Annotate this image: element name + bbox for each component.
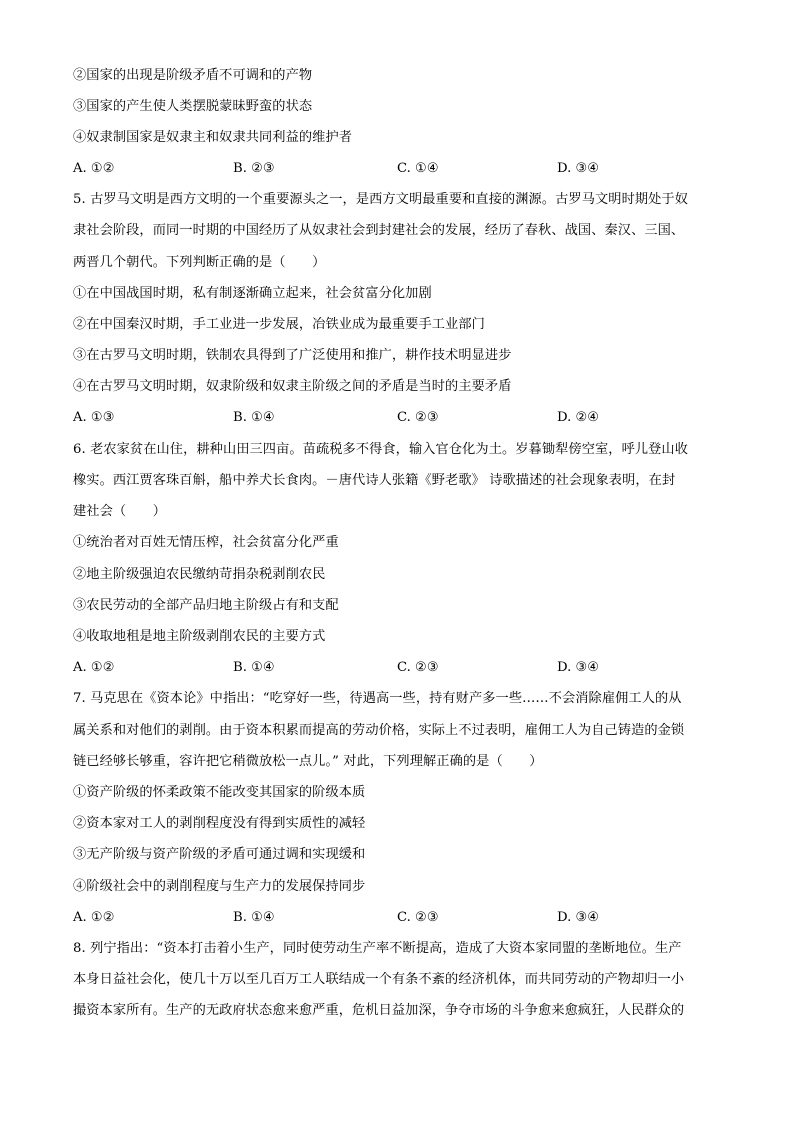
q5-item-4: ④在古罗马文明时期，奴隶阶级和奴隶主阶级之间的矛盾是当时的主要矛盾 <box>73 379 512 394</box>
q5-item-1: ①在中国战国时期，私有制逐渐确立起来，社会贫富分化加剧 <box>73 286 432 301</box>
q4-item-4: ④奴隶制国家是奴隶主和奴隶共同利益的维护者 <box>73 130 353 145</box>
q5-item-2: ②在中国秦汉时期，手工业进一步发展，冶铁业成为最重要手工业部门 <box>73 317 485 332</box>
q7-option-d: D. ③④ <box>557 910 600 925</box>
q6-stem-line-3: 建社会（ ） <box>73 504 167 519</box>
q7-option-a: A. ①② <box>73 910 115 925</box>
q6-stem-line-1: 6. 老农家贫在山住，耕种山田三四亩。苗疏税多不得食，输入官仓化为土。岁暮锄犁傍空室，呼儿登山收 <box>73 442 689 457</box>
q6-item-1: ①统治者对百姓无情压榨，社会贫富分化严重 <box>73 535 339 550</box>
q5-item-3: ③在古罗马文明时期，铁制农具得到了广泛使用和推广，耕作技术明显进步 <box>73 348 512 363</box>
q7-item-1: ①资产阶级的怀柔政策不能改变其国家的阶级本质 <box>73 785 366 800</box>
q7-option-b: B. ①④ <box>233 910 275 925</box>
q7-item-3: ③无产阶级与资产阶级的矛盾可通过调和实现缓和 <box>73 847 366 862</box>
q4-option-b: B. ②③ <box>233 161 275 176</box>
q7-stem-line-2: 属关系和对他们的剥削。由于资本积累而提高的劳动价格，实际上不过表明，雇佣工人为自己铸造的金锁 <box>73 723 685 738</box>
q6-option-b: B. ①④ <box>233 660 275 675</box>
q7-item-4: ④阶级社会中的剥削程度与生产力的发展保持同步 <box>73 879 366 894</box>
q7-options <box>73 908 733 928</box>
q7-stem-line-1: 7. 马克思在《资本论》中指出：“吃穿好一些，待遇高一些，持有财产多一些……不会消除雇佣工人的从 <box>73 691 682 706</box>
q4-item-2: ②国家的出现是阶级矛盾不可调和的产物 <box>73 68 313 83</box>
q6-option-a: A. ①② <box>73 660 115 675</box>
q6-options <box>73 658 733 678</box>
q8-stem-line-2: 本身日益社会化，使几十万以至几百万工人联结成一个有条不紊的经济机体，而共同劳动的产物却归一小 <box>73 972 685 987</box>
q5-option-c: C. ②③ <box>397 410 439 425</box>
q4-option-c: C. ①④ <box>397 161 439 176</box>
q4-options <box>73 159 733 179</box>
q5-stem-line-3: 两晋几个朝代。下列判断正确的是（ ） <box>73 255 326 270</box>
q6-stem-line-2: 橡实。西江贾客珠百斛，船中养犬长食肉。－唐代诗人张籍《野老歌》 诗歌描述的社会现象表明，在封 <box>73 473 676 488</box>
q7-option-c: C. ②③ <box>397 910 439 925</box>
q5-option-a: A. ①③ <box>73 410 115 425</box>
q4-item-3: ③国家的产生使人类摆脱蒙昧野蛮的状态 <box>73 99 313 114</box>
q4-option-a: A. ①② <box>73 161 115 176</box>
q5-stem-line-2: 隶社会阶段，而同一时期的中国经历了从奴隶社会到封建社会的发展，经历了春秋、战国、秦汉、三国、 <box>73 223 685 238</box>
q7-item-2: ②资本家对工人的剥削程度没有得到实质性的减轻 <box>73 816 366 831</box>
q4-option-d: D. ③④ <box>557 161 600 176</box>
q6-item-2: ②地主阶级强迫农民缴纳苛捐杂税剥削农民 <box>73 567 326 582</box>
q7-stem-line-3: 链已经够长够重，容许把它稍微放松一点儿。” 对此，下列理解正确的是（ ） <box>73 754 543 769</box>
q5-option-d: D. ②④ <box>557 410 600 425</box>
q8-stem-line-1: 8. 列宁指出：“资本打击着小生产，同时使劳动生产率不断提高，造成了大资本家同盟的垄断地位。生产 <box>73 941 682 956</box>
q8-stem-line-3: 撮资本家所有。生产的无政府状态愈来愈严重，危机日益加深，争夺市场的斗争愈来愈疯狂，人民群众的 <box>73 1003 685 1018</box>
q6-item-3: ③农民劳动的全部产品归地主阶级占有和支配 <box>73 598 339 613</box>
q5-stem-line-1: 5. 古罗马文明是西方文明的一个重要源头之一，是西方文明最重要和直接的渊源。古罗马文明时期处于奴 <box>73 192 689 207</box>
q6-option-d: D. ③④ <box>557 660 600 675</box>
q5-options <box>73 408 733 428</box>
q6-option-c: C. ②③ <box>397 660 439 675</box>
q6-item-4: ④收取地租是地主阶级剥削农民的主要方式 <box>73 629 326 644</box>
q5-option-b: B. ①④ <box>233 410 275 425</box>
